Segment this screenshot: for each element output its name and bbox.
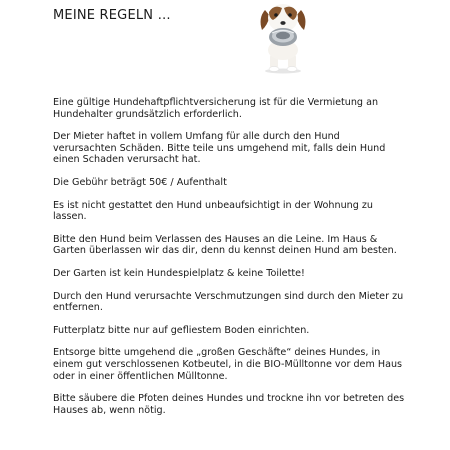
rule-paragraph: Eine gültige Hundehaftpflichtversicherung ist für die Vermietung an Hundehalter grundsätzlich erforderlich. bbox=[53, 97, 379, 120]
rule-paragraph: Der Mieter haftet in vollem Umfang für alle durch den Hund verursachten Schäden. Bitte teile uns umgehend mit, falls dein Hund einen Schaden verursacht hat. bbox=[53, 131, 386, 166]
rule-paragraph: Es ist nicht gestattet den Hund unbeaufsichtigt in der Wohnung zu lassen. bbox=[53, 199, 373, 223]
rule-paragraph: Die Gebühr beträgt 50€ / Aufenthalt bbox=[53, 176, 227, 188]
dog-with-bowl-icon bbox=[256, 0, 310, 74]
rules-list bbox=[53, 97, 405, 427]
rule-paragraph: Bitte den Hund beim Verlassen des Hauses an die Leine. Im Haus & Garten überlassen wir das dir, denn du kennst deinen Hund am besten. bbox=[53, 233, 397, 257]
rule-paragraph: Der Garten ist kein Hundespielplatz & keine Toilette! bbox=[53, 267, 305, 279]
rule-paragraph: Entsorge bitte umgehend die „großen Geschäfte“ deines Hundes, in einem gut verschlossenen Kotbeutel, in die BIO-Mülltonne vor dem Haus oder in einer öffentlichen Mülltonne. bbox=[53, 347, 403, 382]
rule-paragraph: Bitte säubere die Pfoten deines Hundes und trockne ihn vor betreten des Hauses ab, wenn nötig. bbox=[53, 393, 405, 416]
rule-paragraph: Futterplatz bitte nur auf gefliestem Boden einrichten. bbox=[53, 324, 310, 336]
rule-paragraph: Durch den Hund verursachte Verschmutzungen sind durch den Mieter zu entfernen. bbox=[53, 290, 404, 314]
page-title: MEINE REGELN … bbox=[53, 8, 171, 23]
